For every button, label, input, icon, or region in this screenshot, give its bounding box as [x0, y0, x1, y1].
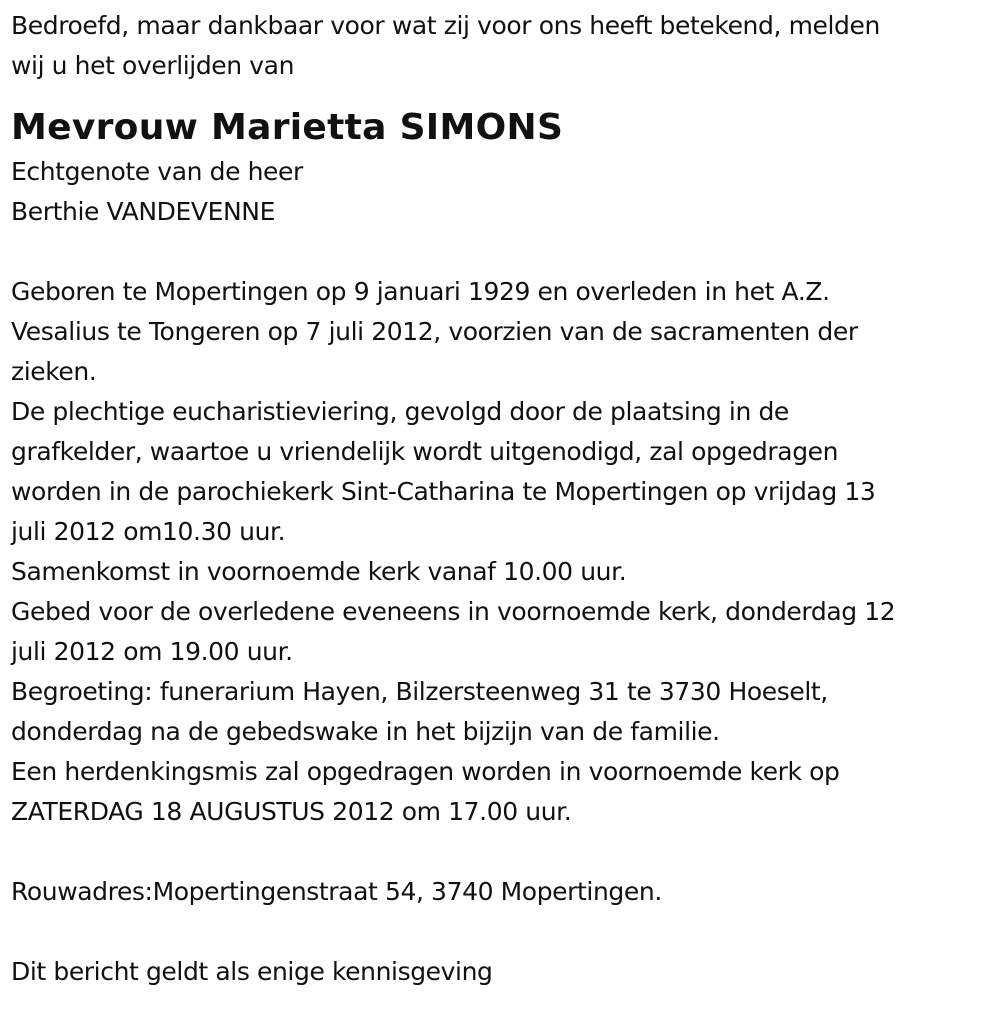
- body-line: ZATERDAG 18 AUGUSTUS 2012 om 17.00 uur.: [11, 797, 572, 826]
- body-line: juli 2012 om 19.00 uur.: [11, 637, 293, 666]
- body-line: juli 2012 om10.30 uur.: [11, 517, 286, 546]
- relation-line-1: Echtgenote van de heer: [11, 157, 303, 186]
- deceased-name: Mevrouw Marietta SIMONS: [11, 107, 564, 148]
- intro-line-2: wij u het overlijden van: [11, 51, 295, 80]
- spacer: [11, 912, 1000, 952]
- notice-body: [11, 272, 1000, 832]
- body-line: grafkelder, waartoe u vriendelijk wordt uitgenodigd, zal opgedragen: [11, 437, 839, 466]
- body-line: Gebed voor de overledene eveneens in voornoemde kerk, donderdag 12: [11, 597, 896, 626]
- intro-line-1: Bedroefd, maar dankbaar voor wat zij voor ons heeft betekend, melden: [11, 11, 880, 40]
- body-line: De plechtige eucharistieviering, gevolgd door de plaatsing in de: [11, 397, 789, 426]
- body-line: zieken.: [11, 357, 97, 386]
- body-line: Vesalius te Tongeren op 7 juli 2012, voorzien van de sacramenten der: [11, 317, 858, 346]
- spacer: [11, 832, 1000, 872]
- notice-statement: Dit bericht geldt als enige kennisgeving: [11, 957, 493, 986]
- body-line: Samenkomst in voornoemde kerk vanaf 10.00 uur.: [11, 557, 627, 586]
- mourning-address: Rouwadres:Mopertingenstraat 54, 3740 Mopertingen.: [11, 877, 662, 906]
- body-line: Geboren te Mopertingen op 9 januari 1929 en overleden in het A.Z.: [11, 277, 830, 306]
- spacer: [11, 232, 1000, 272]
- body-line: Een herdenkingsmis zal opgedragen worden in voornoemde kerk op: [11, 757, 840, 786]
- body-line: donderdag na de gebedswake in het bijzijn van de familie.: [11, 717, 720, 746]
- body-line: worden in de parochiekerk Sint-Catharina te Mopertingen op vrijdag 13: [11, 477, 876, 506]
- body-line: Begroeting: funerarium Hayen, Bilzersteenweg 31 te 3730 Hoeselt,: [11, 677, 828, 706]
- relation-line-2: Berthie VANDEVENNE: [11, 197, 275, 226]
